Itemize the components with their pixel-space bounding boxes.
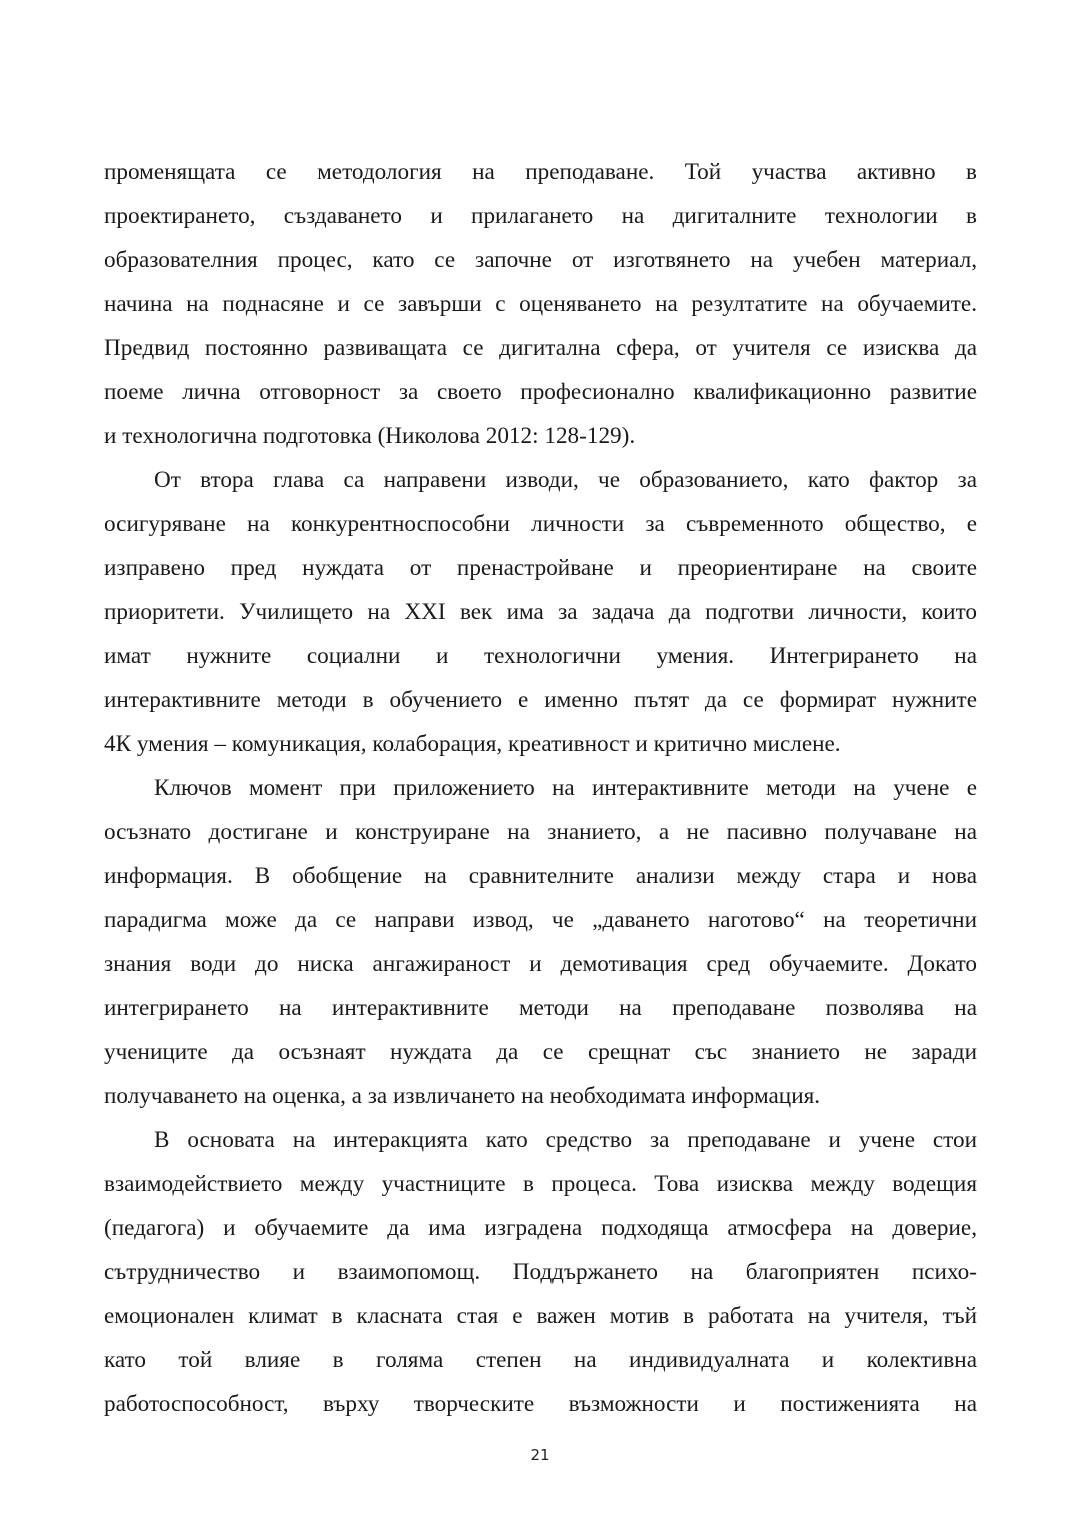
text-line: осъзнато достигане и конструиране на знанието, а не пасивно получаване на <box>104 819 977 845</box>
text-line: (педагога) и обучаемите да има изградена подходяща атмосфера на доверие, <box>104 1215 977 1241</box>
text-line: Ключов момент при приложението на интерактивните методи на учене е <box>154 775 977 801</box>
text-line: знания води до ниска ангажираност и демотивация сред обучаемите. Докато <box>104 951 977 977</box>
text-line: променящата се методология на преподаване. Той участва активно в <box>104 159 977 185</box>
text-line: информация. В обобщение на сравнителните анализи между стара и нова <box>104 863 977 889</box>
text-line: Предвид постоянно развиващата се дигитална сфера, от учителя се изисква да <box>104 335 977 361</box>
page-number: 21 <box>530 1446 550 1464</box>
text-line: учениците да осъзнаят нуждата да се срещнат със знанието не заради <box>104 1039 977 1065</box>
text-line: проектирането, създаването и прилагането на дигиталните технологии в <box>104 203 977 229</box>
text-line: От втора глава са направени изводи, че образованието, като фактор за <box>154 467 977 493</box>
text-line: парадигма може да се направи извод, че „даването наготово“ на теоретични <box>104 907 977 933</box>
text-line: емоционален климат в класната стая е важен мотив в работата на учителя, тъй <box>104 1303 977 1329</box>
text-line: образователния процес, като се започне от изготвянето на учебен материал, <box>104 247 977 273</box>
paragraph-3 <box>104 766 977 1118</box>
text-line: В основата на интеракцията като средство за преподаване и учене стои <box>154 1127 977 1153</box>
text-line: интегрирането на интерактивните методи на преподаване позволява на <box>104 995 977 1021</box>
text-line: приоритети. Училището на XXI век има за задача да подготви личности, които <box>104 599 977 625</box>
paragraph-2 <box>104 458 977 766</box>
text-line: осигуряване на конкурентноспособни личности за съвременното общество, е <box>104 511 977 537</box>
body-text <box>104 150 977 1426</box>
text-line: сътрудничество и взаимопомощ. Поддържането на благоприятен психо- <box>104 1259 977 1285</box>
text-line: имат нужните социални и технологични умения. Интегрирането на <box>104 643 977 669</box>
text-line: и технологична подготовка (Николова 2012: 128-129). <box>104 423 636 449</box>
text-line: начина на поднасяне и се завърши с оценяването на резултатите на обучаемите. <box>104 291 977 317</box>
paragraph-1 <box>104 150 977 458</box>
text-line: поеме лична отговорност за своето професионално квалификационно развитие <box>104 379 977 405</box>
text-line: работоспособност, върху творческите възможности и постиженията на <box>104 1391 977 1417</box>
text-line: 4К умения – комуникация, колаборация, креативност и критично мислене. <box>104 731 841 757</box>
paragraph-4 <box>104 1118 977 1426</box>
text-line: интерактивните методи в обучението е именно пътят да се формират нужните <box>104 687 977 713</box>
text-line: взаимодействието между участниците в процеса. Това изисква между водещия <box>104 1171 977 1197</box>
text-line: получаването на оценка, а за извличането на необходимата информация. <box>104 1083 821 1109</box>
text-line: изправено пред нуждата от пренастройване и преориентиране на своите <box>104 555 977 581</box>
text-line: като той влияе в голяма степен на индивидуалната и колективна <box>104 1347 977 1373</box>
